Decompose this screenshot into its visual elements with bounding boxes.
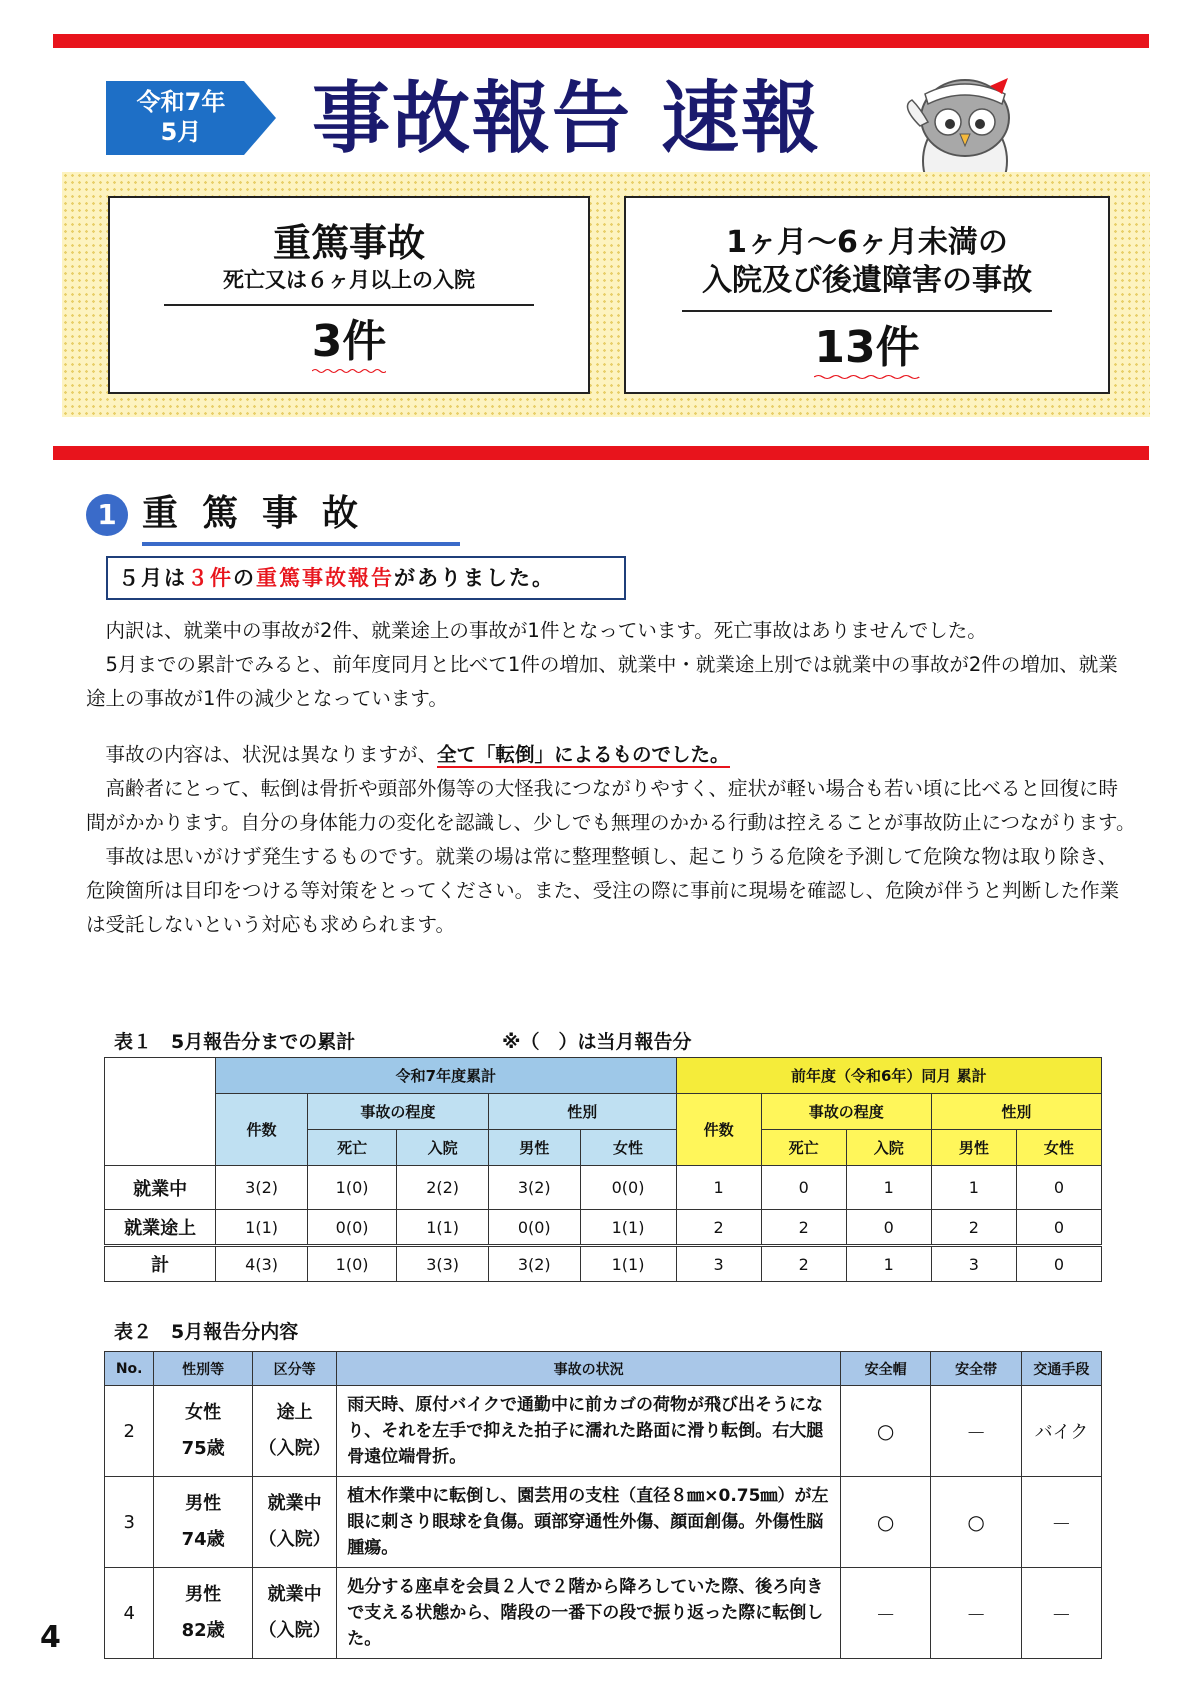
table-cell: 1(1) bbox=[580, 1246, 676, 1282]
header-gender: 性別等 bbox=[154, 1352, 253, 1386]
row-transport: － bbox=[1021, 1477, 1101, 1568]
table-row bbox=[105, 1166, 1102, 1210]
table-cell: 1 bbox=[846, 1166, 931, 1210]
row-situation: 植木作業中に転倒し、園芸用の支柱（直径８㎜×0.75㎜）が左眼に刺さり眼球を負傷。頭部穿通性外傷、顔面創傷。外傷性脳腫瘍。 bbox=[337, 1477, 841, 1568]
era-month: 5月 bbox=[160, 118, 202, 146]
cumulative-table bbox=[104, 1057, 1102, 1282]
divider bbox=[682, 310, 1052, 312]
paragraph-breakdown: 内訳は、就業中の事故が2件、就業途上の事故が1件となっています。死亡事故はありませんでした。 bbox=[105, 619, 987, 642]
col-death: 死亡 bbox=[307, 1130, 396, 1166]
era-year: 令和7年 bbox=[136, 88, 226, 116]
table-cell: 0 bbox=[1016, 1246, 1101, 1282]
row-belt: ○ bbox=[931, 1477, 1021, 1568]
header-no: No. bbox=[105, 1352, 154, 1386]
serious-accident-title: 重篤事故 bbox=[272, 221, 425, 265]
table-cell: 0 bbox=[761, 1166, 846, 1210]
table-cell: 1 bbox=[931, 1166, 1016, 1210]
summary-paragraphs bbox=[86, 614, 1136, 716]
serious-accident-subtitle: 死亡又は６ヶ月以上の入院 bbox=[223, 268, 475, 292]
lead-statement bbox=[106, 556, 626, 600]
col-degree-prev: 事故の程度 bbox=[761, 1094, 931, 1130]
table-row bbox=[105, 1210, 1102, 1246]
table-row bbox=[105, 1386, 1102, 1477]
wavy-underline bbox=[814, 374, 919, 380]
header-category: 区分等 bbox=[253, 1352, 337, 1386]
table-row bbox=[105, 1477, 1102, 1568]
row-helmet: ○ bbox=[840, 1477, 930, 1568]
group-current: 令和7年度累計 bbox=[216, 1058, 676, 1094]
paragraph-elderly: 高齢者にとって、転倒は骨折や頭部外傷等の大怪我につながりやすく、症状が軽い場合も若い頃に比べると回復に時間がかかります。自分の身体能力の変化を認識し、少しでも無理のかかる行動は控えることが事故防止につながります。 bbox=[86, 777, 1136, 834]
header-transport: 交通手段 bbox=[1021, 1352, 1101, 1386]
row-gender bbox=[154, 1477, 253, 1568]
moderate-accident-summary-box bbox=[624, 196, 1110, 394]
group-previous: 前年度（令和6年）同月 累計 bbox=[676, 1058, 1101, 1094]
row-category bbox=[253, 1477, 337, 1568]
top-red-bar bbox=[53, 34, 1149, 48]
serious-accident-summary-box bbox=[108, 196, 590, 394]
lead-emphasis: 重篤事故報告 bbox=[256, 566, 394, 590]
table-cell: 0 bbox=[1016, 1210, 1101, 1246]
table-cell: 3(2) bbox=[488, 1246, 580, 1282]
lead-mid: の bbox=[233, 566, 256, 590]
age-text: 75歳 bbox=[181, 1438, 225, 1459]
row-helmet: ○ bbox=[840, 1386, 930, 1477]
col-male-prev: 男性 bbox=[931, 1130, 1016, 1166]
col-count-prev: 件数 bbox=[676, 1094, 761, 1166]
table-row bbox=[105, 1568, 1102, 1659]
col-hosp-prev: 入院 bbox=[846, 1130, 931, 1166]
corner-cell bbox=[105, 1058, 216, 1166]
table-cell: 1(0) bbox=[307, 1166, 396, 1210]
age-text: 82歳 bbox=[181, 1620, 225, 1641]
content-pre: 事故の内容は、状況は異なりますが、 bbox=[105, 743, 438, 766]
table-cell: 3(2) bbox=[216, 1166, 308, 1210]
category-text: 途上 bbox=[276, 1402, 313, 1423]
table-cell: 0(0) bbox=[307, 1210, 396, 1246]
table-cell: 2(2) bbox=[397, 1166, 489, 1210]
lead-pre: ５月は bbox=[118, 566, 187, 590]
table1-caption: 表１ 5月報告分までの累計 bbox=[114, 1031, 356, 1053]
table-row-total bbox=[105, 1246, 1102, 1282]
category-sub-text: （入院） bbox=[258, 1438, 331, 1459]
gender-text: 男性 bbox=[185, 1493, 222, 1514]
col-degree: 事故の程度 bbox=[307, 1094, 488, 1130]
col-count: 件数 bbox=[216, 1094, 308, 1166]
row-belt: － bbox=[931, 1386, 1021, 1477]
row-label: 就業途上 bbox=[105, 1210, 216, 1246]
wavy-underline bbox=[312, 368, 387, 374]
table-cell: 2 bbox=[931, 1210, 1016, 1246]
col-female-prev: 女性 bbox=[1016, 1130, 1101, 1166]
row-belt: － bbox=[931, 1568, 1021, 1659]
table-cell: 2 bbox=[676, 1210, 761, 1246]
table-cell: 4(3) bbox=[216, 1246, 308, 1282]
header-belt: 安全帯 bbox=[931, 1352, 1021, 1386]
col-hosp: 入院 bbox=[397, 1130, 489, 1166]
category-text: 就業中 bbox=[267, 1584, 322, 1605]
serious-accident-count-text: 3件 bbox=[311, 316, 387, 367]
category-sub-text: （入院） bbox=[258, 1620, 331, 1641]
col-female: 女性 bbox=[580, 1130, 676, 1166]
table-cell: 2 bbox=[761, 1210, 846, 1246]
table-cell: 0 bbox=[846, 1210, 931, 1246]
table-cell: 1(1) bbox=[580, 1210, 676, 1246]
paragraph-content bbox=[86, 738, 1136, 772]
table2-caption: 表２ 5月報告分内容 bbox=[114, 1321, 299, 1343]
moderate-accident-title-line2: 入院及び後遺障害の事故 bbox=[702, 263, 1032, 298]
analysis-paragraphs bbox=[86, 738, 1136, 942]
table-cell: 2 bbox=[761, 1246, 846, 1282]
row-situation: 処分する座卓を会員２人で２階から降ろしていた際、後ろ向きで支える状態から、階段の一番下の段で振り返った際に転倒した。 bbox=[337, 1568, 841, 1659]
table-cell: 1 bbox=[846, 1246, 931, 1282]
table-cell: 0(0) bbox=[580, 1166, 676, 1210]
row-label: 計 bbox=[105, 1246, 216, 1282]
table1-note: ※（ ）は当月報告分 bbox=[502, 1031, 692, 1053]
table-cell: 0 bbox=[1016, 1166, 1101, 1210]
row-transport: バイク bbox=[1021, 1386, 1101, 1477]
table-cell: 1(0) bbox=[307, 1246, 396, 1282]
category-text: 就業中 bbox=[267, 1493, 322, 1514]
gender-text: 女性 bbox=[185, 1402, 222, 1423]
row-no: 2 bbox=[105, 1386, 154, 1477]
row-situation: 雨天時、原付バイクで通勤中に前カゴの荷物が飛び出そうになり、それを左手で抑えた拍子に濡れた路面に滑り転倒。右大腿骨遠位端骨折。 bbox=[337, 1386, 841, 1477]
row-gender bbox=[154, 1386, 253, 1477]
col-gender-prev: 性別 bbox=[931, 1094, 1101, 1130]
table-cell: 1(1) bbox=[216, 1210, 308, 1246]
section-underline bbox=[142, 542, 460, 546]
report-detail-table bbox=[104, 1351, 1102, 1659]
row-category bbox=[253, 1386, 337, 1477]
moderate-accident-title-line1: 1ヶ月～6ヶ月未満の bbox=[726, 225, 1008, 260]
era-month-tag bbox=[106, 81, 276, 155]
row-helmet: － bbox=[840, 1568, 930, 1659]
age-text: 74歳 bbox=[181, 1529, 225, 1550]
table-cell: 3(3) bbox=[397, 1246, 489, 1282]
row-transport: － bbox=[1021, 1568, 1101, 1659]
serious-accident-count bbox=[312, 314, 387, 370]
table-cell: 3 bbox=[931, 1246, 1016, 1282]
table-cell: 1 bbox=[676, 1166, 761, 1210]
middle-red-bar bbox=[53, 446, 1149, 460]
content-emphasis: 全て「転倒」によるものでした。 bbox=[437, 743, 730, 766]
page-title: 事故報告 速報 bbox=[312, 74, 822, 164]
header-situation: 事故の状況 bbox=[337, 1352, 841, 1386]
table-cell: 3(2) bbox=[488, 1166, 580, 1210]
table-cell: 0(0) bbox=[488, 1210, 580, 1246]
paragraph-cumulative: 5月までの累計でみると、前年度同月と比べて1件の増加、就業中・就業途上別では就業中の事故が2件の増加、就業途上の事故が1件の減少となっています。 bbox=[86, 653, 1118, 710]
row-category bbox=[253, 1568, 337, 1659]
category-sub-text: （入院） bbox=[258, 1529, 331, 1550]
divider bbox=[164, 304, 534, 306]
section-title: 重篤事故 bbox=[142, 493, 383, 534]
col-death-prev: 死亡 bbox=[761, 1130, 846, 1166]
row-no: 3 bbox=[105, 1477, 154, 1568]
paragraph-prevention: 事故は思いがけず発生するものです。就業の場は常に整理整頓し、起こりうる危険を予測して危険な物は取り除き、危険箇所は目印をつける等対策をとってください。また、受注の際に事前に現場を確認し、危険が伴うと判断した作業は受託しないという対応も求められます。 bbox=[86, 845, 1120, 936]
header-helmet: 安全帽 bbox=[840, 1352, 930, 1386]
table-cell: 1(1) bbox=[397, 1210, 489, 1246]
col-gender: 性別 bbox=[488, 1094, 676, 1130]
row-gender bbox=[154, 1568, 253, 1659]
gender-text: 男性 bbox=[185, 1584, 222, 1605]
moderate-accident-count-text: 13件 bbox=[814, 322, 920, 373]
lead-count: ３件 bbox=[187, 566, 233, 590]
section-number-badge: 1 bbox=[86, 494, 128, 536]
row-no: 4 bbox=[105, 1568, 154, 1659]
table-cell: 3 bbox=[676, 1246, 761, 1282]
col-male: 男性 bbox=[488, 1130, 580, 1166]
lead-post: がありました。 bbox=[394, 566, 555, 590]
page-number: 4 bbox=[40, 1620, 61, 1655]
row-label: 就業中 bbox=[105, 1166, 216, 1210]
moderate-accident-count bbox=[814, 320, 919, 376]
